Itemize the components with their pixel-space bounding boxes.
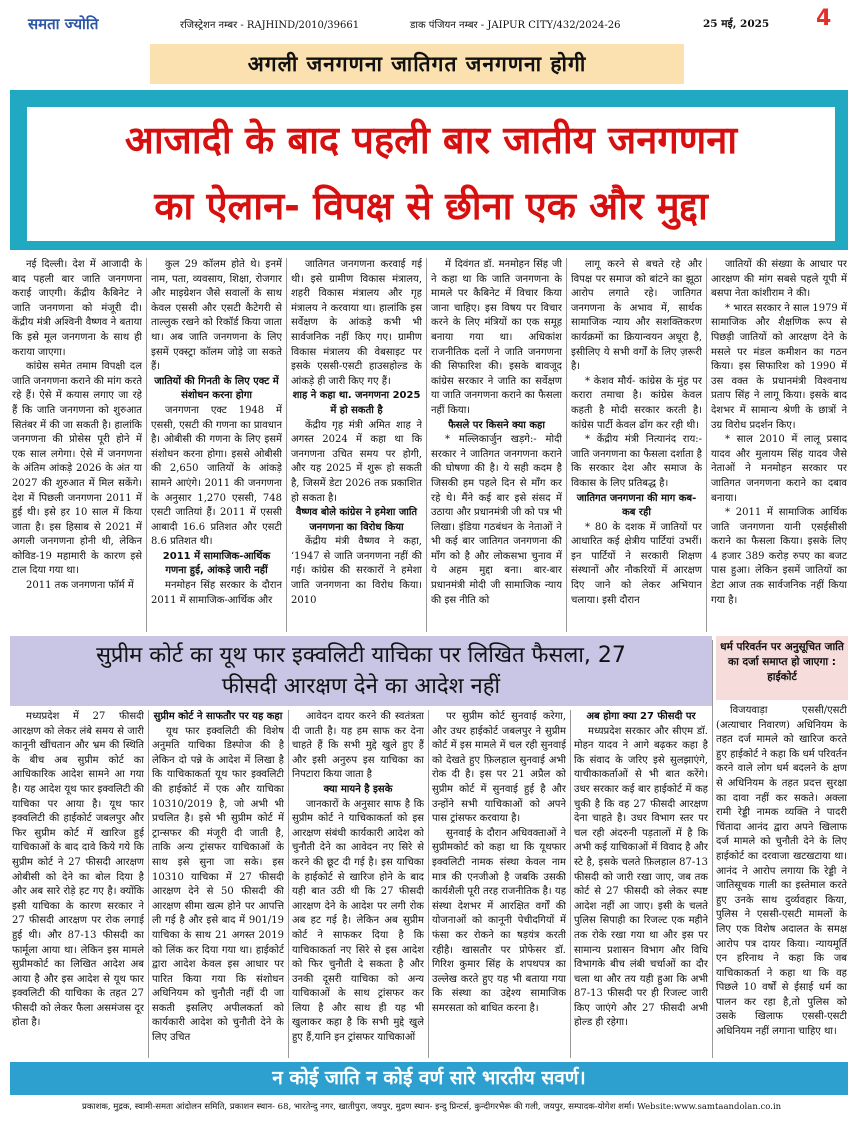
column-divider: [288, 710, 289, 1058]
paragraph: जातिगत जनगणना करवाई गई थी। इसे ग्रामीण विकास मंत्रालय, शहरी विकास मंत्रालय और गृह मंत्रालय ने करवाया था। हालांकि इस सर्वेक्षण के आंकड़े कभी भी सार्वजनिक नहीं किए गए। ग्रामीण विकास मंत्रालय की वेबसाइट पर इसके एससी-एसटी हाउसहोल्ड के आंकड़े ही जारी किए गए हैं।: [291, 259, 422, 387]
imprint-line: प्रकाशक, मुद्रक, स्वामी-समता आंदोलन समिति, प्रकाशन स्थान- 68, भारतेन्दु नगर, खातीपुरा, जयपुर, मुद्रण स्थान- इन्दु प्रिन्टर्स, कुन्दीगरभैरू की गली, जयपुर, सम्पादक-योगेश शर्मा। Website:www.samtaandolan.co.in: [82, 1102, 782, 1112]
story2-column-2: [152, 710, 284, 1058]
column-divider: [706, 258, 707, 632]
subheading: 2011 में सामाजिक-आर्थिक गणना हुई, आंकड़े जारी नहीं: [162, 550, 271, 577]
paragraph: * केंद्रीय मंत्री नित्यानंद राय:- जाति जनगणना का फैसला दर्शाता है कि सरकार देश और समाज के विकास के लिए प्रतिबद्ध है।: [571, 434, 702, 489]
article-column-1: [12, 258, 142, 632]
story2-column-1: [12, 710, 144, 1058]
subheading: अब होगा क्या 27 फीसदी पर: [586, 711, 696, 722]
subheading: जातिगत जनगणना की माग कब-कब रही: [576, 492, 697, 519]
second-headline-line1: सुप्रीम कोर्ट का यूथ फार इक्वलिटी याचिका पर लिखित फैसला, 27: [96, 643, 626, 668]
column-divider: [148, 710, 149, 1058]
paragraph: विजयवाड़ा एससी/एसटी (अत्याचार निवारण) अधिनियम के तहत दर्ज मामले को खारिज करते हुए हाईकोर्ट ने कहा कि धर्म परिवर्तन करने वाले लोग धर्म बदलने के क्षण से अधिनियम के तहत प्रदत्त सुरक्षा का दावा नहीं कर सकते। अक्ला रामी रेड्डी नामक व्यक्ति ने पादरी चिंतादा आनंद द्वारा अपने खिलाफ दर्ज मामले को चुनौती देने के लिए हाईकोर्ट का दरवाजा खटखटाया था। आनंद ने आरोप लगाया कि रेड्डी ने जातिसूचक गाली का इस्तेमाल करते हुए उनके साथ दुर्व्यवहार किया, पुलिस ने एससी-एसटी मामलों के लिए एक विशेष अदालत के समक्ष आरोप पत्र दायर किया। न्यायमूर्ति एन हरिनाथ ने कहा कि जब याचिकाकर्ता ने कहा था कि वह पिछले 10 वर्षों से ईसाई धर्म का पालन कर रहा है,तो पुलिस को उसके खिलाफ एससी-एसटी अधिनियम नहीं लगाना चाहिए था।: [716, 705, 847, 1038]
side-story-body: [716, 704, 847, 1058]
paragraph: केंद्रीय मंत्री वैष्णव ने कहा, ‘1947 से जाति जनगणना नहीं की गई। कांग्रेस की सरकारों ने हमेशा जाति जनगणना का विरोध किया। 2010: [291, 536, 422, 606]
paragraph: * 80 के दशक में जातियों पर आधारित कई क्षेत्रीय पार्टियां उभरीं। इन पार्टियों ने सरकारी शिक्षण संस्थानों और नौकरियों में आरक्षण दिए जाने को लेकर अभियान चलाया। इसी दौरान: [571, 521, 702, 606]
subheading: क्या मायने है इसके: [323, 783, 393, 795]
paragraph: यूथ फार इक्वलिटी की विशेष अनुमति याचिका डिस्पोज की है लेकिन दो पन्ने के आदेश में लिखा है कि याचिकाकर्ता यूथ फार इक्वलिटी की हाईकोर्ट में एक और याचिका 10310/2019 है, जो अभी भी प्रचलित है। इसे भी सुप्रीम कोर्ट में ट्रान्सफर की मंजूरी दी जाती है, ताकि अन्य ट्रांसफर याचिकाओं के साथ इसे सुना जा सके। इस 10310 याचिका में 27 फीसदी आरक्षण देने से 50 फीसदी की आरक्षण सीमा खत्म होने पर आपत्ति ली गई है और इसे बाद में 901/19 याचिका के साथ 21 अगस्त 2019 को लिंक कर दिया गया था। हाईकोर्ट द्वारा आदेश केवल इस आधार पर पारित किया गया कि संशोधन अधिनियम को चुनौती नहीं दी जा सकती इसलिए अपीलकर्ता को कार्यकारी आदेश को चुनौती देने के लिए उचित: [152, 725, 284, 1044]
article-column-2: [151, 258, 282, 632]
paragraph: मध्यप्रदेश सरकार और सीएम डॉ. मोहन यादव ने आगे बढ़कर कहा है कि संवाद के जरिए इसे सुलझाएंगे, याचीकाकर्ताओं से भी बात करेंगे। उधर सरकार कई बार हाईकोर्ट में कह चुकी है कि वह 27 फीसदी आरक्षण देना चाहते है। उधर विभाग स्तर पर चल रही अंदरुनी पड़तालों में है कि अभी कई याचिकाओं में विवाद है और स्टे है, इसके चलते फ़िलहाल 87-13 फीसदी को जारी रखा जाए, जब तक कोर्ट से 27 फीसदी को लेकर स्पष्ट आदेश नहीं आ जाए। इसी के चलते पुलिस सिपाही का रिजल्ट एक महीने तक रोके रखा गया था और इस पर सामान्य प्रशासन विभाग और विधि विभागके बीच लंबी चर्चाओं का दौर चला था और तय यही हुआ कि अभी 87-13 फीसदी पर ही रिजल्ट जारी किए जाएंगे और 27 फीसदी अभी होल्ड ही रहेगा।: [574, 725, 708, 1029]
column-divider: [570, 710, 571, 1058]
subheading: फैसले पर किसने क्या कहा: [448, 419, 545, 431]
footer-slogan: न कोई जाति न कोई वर्ण सारे भारतीय सवर्ण।: [10, 1062, 848, 1095]
paragraph: जानकारों के अनुसार साफ है कि सुप्रीम कोर्ट ने याचिकाकर्ता को इस आरक्षण संबंधी कार्यकारी आदेश को चुनौती देने का आवेदन नए सिरे से करने की छूट दी गई है। इस याचिका के हाईकोर्ट से खारिज होने के बाद यही बात उठी थी कि 27 फीसदी आरक्षण देने के आदेश पर लगी रोक अब हट गई है। लेकिन अब सुप्रीम कोर्ट ने साफकर दिया है कि याचिकाकर्ता नए सिरे से इस आदेश को फिर चुनौती दे सकता है और उनकी दूसरी याचिका को अन्य याचिकाओं के साथ ट्रांसफर कर लिया है और साथ ही यह भी खुलाकर कहा है कि सभी मुद्दे खुले हुए हैं,यानि इन ट्रांसफर याचिकाओं: [292, 798, 424, 1044]
article-column-6: [711, 258, 847, 632]
postal-registration: डाक पंजियन नम्बर - JAIPUR CITY/432/2024-26: [410, 20, 621, 31]
registration-number: रजिस्ट्रेशन नम्बर - RAJHIND/2010/39661: [180, 20, 360, 31]
paragraph: 2011 तक जनगणना फॉर्म में: [26, 580, 134, 592]
paragraph: नई दिल्ली। देश में आजादी के बाद पहली बार जाति जनगणना कराई जाएगी। केंद्रीय कैबिनेट ने जाति जनगणना को मंजूरी दी। केंद्रीय मंत्री अश्विनी वैष्णव ने बताया कि इसे मूल जनगणना के साथ ही कराया जाएगा।: [12, 259, 142, 358]
column-divider: [566, 258, 567, 632]
paragraph: कुल 29 कॉलम होते थे। इनमें नाम, पता, व्यवसाय, शिक्षा, रोजगार और माइग्रेशन जैसे सवालों के साथ केवल एससी और एसटी कैटेगरी से ताल्लुक रखने को रिकॉर्ड किया जाता था। अब जाति जनगणना के लिए इसमें एक्स्ट्रा कॉलम जोड़े जा सकते हैं।: [151, 259, 282, 373]
kicker-headline: अगली जनगणना जातिगत जनगणना होगी: [150, 44, 684, 84]
side-story-headline: धर्म परिवर्तन पर अनुसूचित जाति का दर्जा समाप्त हो जाएगा : हाईकोर्ट: [716, 636, 848, 700]
paragraph: केंद्रीय गृह मंत्री अमित शाह ने अगस्त 2024 में कहा था कि जनगणना उचित समय पर होगी, और यह 2025 में शुरू हो सकती है, जिसमें डेटा 2026 तक प्रकाशित हो सकता है।: [291, 419, 422, 504]
article-column-4: [431, 258, 562, 632]
second-headline: [10, 640, 712, 702]
paragraph: जनगणना एक्ट 1948 में एससी, एसटी की गणना का प्रावधान है। ओबीसी की गणना के लिए इसमें संशोधन करना होगा। इससे ओबीसी की 2,650 जातियों के आंकड़े सामने आएंगे। 2011 की जनगणना के अनुसार 1,270 एससी, 748 एसटी जातियां हैं। 2011 में एससी आबादी 16.6 प्रतिशत और एसटी 8.6 प्रतिशत थी।: [151, 404, 282, 548]
paragraph: * मल्लिकार्जुन खड़गे:- मोदी सरकार ने जातिगत जनगणना कराने की घोषणा की है। ये सही कदम है जिसकी हम पहले दिन से माँग कर रहे थे। मैंने कई बार इसे संसद में उठाया और प्रधानमंत्री जी को पत्र भी लिखा। इंडिया गठबंधन के नेताओं ने भी कई बार जातिगत जनगणना की माँग को है और लोकसभा चुनाव में ये अहम मुद्दा बना। बार-बार प्रधानमंत्री मोदी जी सामाजिक न्याय की इस नीति को: [431, 434, 562, 606]
paragraph: जातियों की संख्या के आधार पर आरक्षण की मांग सबसे पहले यूपी में बसपा नेता कांशीराम ने की।: [711, 259, 847, 300]
paragraph: * 2011 में सामाजिक आर्थिक जाति जनगणना यानी एसईसीसी कराने का फैसला किया। इसके लिए 4 हजार 389 करोड़ रुपए का बजट पास हुआ। लेकिन इसमें जातियों का डेटा आज तक सार्वजनिक नहीं किया गया है।: [711, 507, 847, 606]
second-headline-line2: फीसदी आरक्षण देने का आदेश नहीं: [221, 674, 501, 699]
paragraph: कांग्रेस समेत तमाम विपक्षी दल जाति जनगणना कराने की मांग करते रहे हैं। ऐसे में कयास लगाए जा रहे हैं कि जाति जनगणना को शुरुआत सितंबर में की जा सकती है। हालांकि जनगणना की प्रोसेस पूरी होने में एक साल लगेगा। ऐसे में जनगणना के अंतिम आंकड़े 2026 के अंत या 2027 की शुरुआत में मिल सकेंगे। देश में पिछली जनगणना 2011 में हुई थी। इसे हर 10 साल में किया जाता है। इस हिसाब से 2021 में अगली जनगणना होनी थी, लेकिन कोविड-19 महामारी के कारण इसे टाल दिया गया था।: [12, 361, 142, 577]
story2-column-3: [292, 710, 424, 1058]
newspaper-brand: समता ज्योति: [28, 15, 99, 33]
paragraph: में दिवंगत डॉ. मनमोहन सिंह जी ने कहा था कि जाति जनगणना के मामले पर कैबिनेट में विचार किया जाना चाहिए। इस विषय पर विचार करने के लिए मंत्रियों का एक समूह बनाया गया था। अधिकांश राजनीतिक दलों ने जाति जनगणना की सिफारिश की। इसके बावजूद कांग्रेस सरकार ने जाति का सर्वेक्षण या जाति जनगणना कराने का फैसला नहीं किया।: [431, 259, 562, 416]
main-headline-line2: का ऐलान- विपक्ष से छीना एक और मुद्दा: [154, 184, 708, 228]
story2-column-5: [574, 710, 708, 1058]
column-divider: [146, 258, 147, 632]
column-divider: [428, 710, 429, 1058]
paragraph: * केशव मौर्य- कांग्रेस के मुंह पर करारा तमाचा है। कांग्रेस केवल कहती है मोदी सरकार करती है। कांग्रेस पार्टी केवल ढोंग कर रही थी।: [571, 375, 702, 431]
issue-date: 25 मई, 2025: [703, 18, 770, 30]
paragraph: आवेदन दायर करने की स्वतंत्रता दी जाती है। यह हम साफ कर देना चाहते हैं कि सभी मुद्दे खुले हुए हैं और इसी अनुरुप इस याचिका का निपटारा किया जाता है: [292, 711, 424, 781]
subheading: वैष्णव बोले कांग्रेस ने हमेशा जाति जनगणना का विरोध किया: [295, 507, 418, 533]
column-divider: [426, 258, 427, 632]
paragraph: पर सुप्रीम कोर्ट सुनवाई करेगा, और उधर हाईकोर्ट जबलपुर ने सुप्रीम कोर्ट में इस मामले में चल रही सुनवाई को देखते हुए फ़िलहाल सुनवाई अभी रोक दी है। इस पर 21 अप्रैल को सुप्रीम कोर्ट में सुनवाई हुई है और उन्होंने सभी याचिकाओं को अपने पास ट्रांसफर करवाया है।: [432, 711, 566, 825]
column-divider: [712, 640, 713, 1058]
main-headline-line1: आजादी के बाद पहली बार जातीय जनगणना: [124, 118, 738, 162]
column-divider: [286, 258, 287, 632]
paragraph: * भारत सरकार ने साल 1979 में सामाजिक और शैक्षणिक रूप से पिछड़ी जातियों को आरक्षण देने के मसले पर मंडल कमीशन का गठन किया। इस सिफारिश को 1990 में उस वक्त के प्रधानमंत्री विश्वनाथ प्रताप सिंह ने लागू किया। इसके बाद देशभर में सामान्य श्रेणी के छात्रों ने उग्र विरोध प्रदर्शन किए।: [711, 302, 847, 431]
paragraph: लागू करने से बचते रहे और विपक्ष पर समाज को बांटने का झूठा आरोप लगाते रहे। जातिगत जनगणना के अभाव में, सार्थक सामाजिक न्याय और सशक्तिकरण कार्यक्रमों का क्रियान्वयन अधूरा है, इसीलिए ये सभी वर्गों के लिए ज़रूरी है।: [571, 259, 702, 373]
article-column-3: [291, 258, 422, 632]
article-column-5: [571, 258, 702, 632]
paragraph: मध्यप्रदेश में 27 फीसदी आरक्षण को लेकर लंबे समय से जारी कानूनी खींचतान और भ्रम की स्थिति के बीच अब सुप्रीम कोर्ट का आधिकारिक आदेश सामने आ गया है। यह आदेश यूथ फार इक्वलिटी की याचिका पर आया है। यूथ फार इक्वलिटी की हाईकोर्ट जबलपुर और फिर सुप्रीम कोर्ट में खारिज हुई याचिकाओं के बाद दावे किये गये कि सुप्रीम कोर्ट ने 27 फीसदी आरक्षण ओबीसी को देने का बोल दिया है और अब सारे रोड़े हट गए है। क्योंकि इसी याचिका के कारण सरकार ने 27 फीसदी आरक्षण पर रोक लगाई हुई थी। और 87-13 फीसदी का फार्मूला आया था। लेकिन इस मामले सुप्रीमकोर्ट का लिखित आदेश अब आया है और इस आदेश से यूथ फार इक्वलिटी की याचिका के तहत 27 फीसदी को लेकर फैला असमंजस दूर होता है।: [12, 711, 144, 1029]
subheading: जातियों की गिनती के लिए एक्ट में संशोधन करना होगा: [154, 375, 279, 402]
page-number: 4: [816, 6, 832, 31]
paragraph: सुनवाई के दौरान अधिवक्ताओं ने सुप्रीमकोर्ट को कहा था कि यूथफार इक्वलिटी नामक संस्था केवल नाम मात्र की एनजीओ है जबकि उसकी कार्यशैली पूरी तरह राजनीतिक है। यह संस्था देशभर में आरक्षित वर्गों की योजनाओं को कानूनी पेचीदगियों में फंसा कर रोकने का षड़यंत्र करती रहीहै। खासतौर पर प्रोफेसर डॉ. गिरिश कुमार सिंह के शपथपत्र का उल्लेख करते हुए यह भी बताया गया कि संस्था का उद्देश्य सामाजिक समरसता को बाधित करना है।: [432, 827, 566, 1014]
subheading: शाह ने कहा था. जनगणना 2025 में हो सकती है: [292, 390, 421, 416]
subheading: सुप्रीम कोर्ट ने साफतौर पर यह कहा: [153, 711, 283, 722]
main-headline: [27, 107, 835, 241]
story2-column-4: [432, 710, 566, 1058]
paragraph: * साल 2010 में लालू प्रसाद यादव और मुलायम सिंह यादव जैसे नेताओं ने मनमोहन सरकार पर जातिगत जनगणना कराने का दबाव बनाया।: [711, 434, 847, 504]
paragraph: मनमोहन सिंह सरकार के दौरान 2011 में सामाजिक-आर्थिक और: [151, 580, 282, 606]
